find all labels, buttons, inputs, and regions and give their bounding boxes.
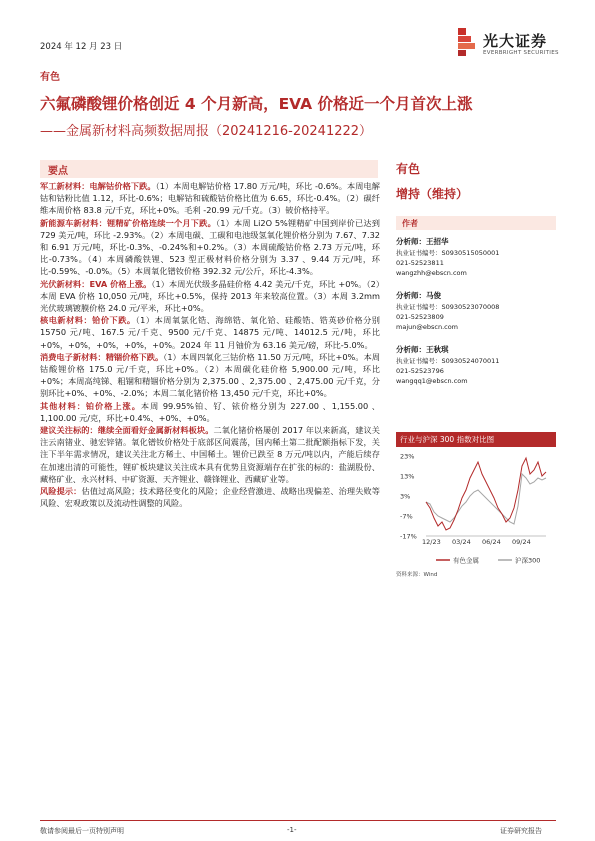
report-title: 六氟磷酸锂价格创近 4 个月新高，EVA 价格近一个月首次上涨 xyxy=(40,95,473,113)
analyst-name: 分析师：王招华 xyxy=(396,237,449,246)
logo-text: 光大证券 xyxy=(483,32,548,50)
paragraph-head: 核电新材料：铪价下跌。 xyxy=(40,315,136,326)
analyst-phone: 021-52523796 xyxy=(396,367,444,375)
sector-tag: 有色 xyxy=(40,72,60,83)
analyst-card xyxy=(396,344,556,386)
x-tick-label: 03/24 xyxy=(452,538,471,546)
paragraph-text: 估值过高风险；技术路径变化的风险；企业经营激进、战略出现偏差、治理失败等风险、宏观政策以及流动性调整的风险。 xyxy=(40,486,380,509)
paragraph-text: （1）本周 Li2O 5%锂精矿中国到岸价已达到 729 美元/吨，环比 -2.93%。（2）本周电碳、工碳和电池级氢氧化锂价格分别为 7.67、7.32 和 6.91 万元/吨，环比-0.3%、-0.24%和+0.2%。（3）本周硫酸钴价格 2.73 万元/吨，环比-0.73%。（4）本周磷酸铁锂、523 型正极材料价格分别为 3.37 、9.44 万元/吨，环比-0.59%、-0.0%。（5）本周氧化镨钕价格 392.32 元/公斤，环比-4.3%。 xyxy=(40,217,380,277)
report-subtitle: ——金属新材料高频数据周报（20241216-20241222） xyxy=(40,124,373,139)
analyst-phone: 021-52523809 xyxy=(396,313,444,321)
paragraph xyxy=(40,351,380,400)
x-tick-label: 09/24 xyxy=(512,538,531,546)
y-tick-label: 23% xyxy=(400,452,415,461)
paragraph-head: 消费电子新材料：精锢价格下跌。 xyxy=(40,351,164,362)
paragraph xyxy=(40,217,380,278)
paragraph-head: 光伏新材料：EVA 价格上涨。 xyxy=(40,278,152,289)
paragraph-text: （1）本周四氧化三钴价格 11.50 万元/吨，环比+0%。本周钴酸锂价格 175.0 元/千克，环比+0%。（2）本周碳化硅价格 5,900.00 元/吨，环比 +0%；本周高纯锑、粗锢和精锢价格分别为 2,375.00 、2,375.00 、2,475.00 元/千克，分别环比+0%、+0%、-2.0%；本周二氧化锗价格 13,450 元/千克，环比+0%。 xyxy=(40,351,380,399)
footer-disclaimer: 敬请参阅最后一页特别声明 xyxy=(40,827,124,835)
paragraph xyxy=(40,400,380,424)
authors-label: 作者 xyxy=(402,219,418,228)
chart-title: 行业与沪深 300 指数对比图 xyxy=(400,435,495,444)
paragraph-head: 建议关注标的：继续全面看好金属新材料板块。 xyxy=(40,425,214,436)
paragraph-head: 新能源车新材料：锂精矿价格连续一个月下跌。 xyxy=(40,217,216,228)
y-tick-label: -7% xyxy=(400,512,413,521)
paragraph xyxy=(40,314,380,351)
paragraph-text: （1）本周光伏级多晶硅价格 4.42 美元/千克，环比 +0%。（2）本周 EVA 价格 10,050 元/吨，环比+0.5%，保持 2013 年来较高位置。（3）本周 3.2mm 光伏玻璃镀膜价格 24.0 元/平米，环比+0%。 xyxy=(40,278,381,314)
paragraph xyxy=(40,278,380,315)
index-comparison-chart xyxy=(396,432,556,582)
logo-subtext: EVERBRIGHT SECURITIES xyxy=(483,50,559,56)
rating-value: 增持（维持） xyxy=(396,187,469,201)
page-number: -1- xyxy=(287,826,297,834)
paragraph xyxy=(40,180,380,217)
report-date: 2024 年 12 月 23 日 xyxy=(40,42,123,52)
x-tick-label: 12/23 xyxy=(422,538,441,546)
paragraph-text: （1）本周电解钴价格 17.80 万元/吨，环比 -0.6%。本周电解钴和钴粉比值 1.12，环比-0.6%；电解钴和硫酸钴价格比值为 6.65，环比-0.4%。（2）碳纤维本周价格 83.8 元/千克，环比+0%。毛利 -20.99 元/千克。（3）铍价格持平。 xyxy=(40,181,380,216)
paragraph-text: 本周 99.95%铂、钌、铱价格分别为 227.00 、1,155.00 、1,100.00 元/克，环比+0.4%、+0%、+0%。 xyxy=(40,400,380,423)
rating-sector: 有色 xyxy=(396,162,421,176)
analyst-cert: 执业证书编号：S0930523070008 xyxy=(396,303,500,311)
legend-label: 沪深300 xyxy=(515,556,541,565)
analyst-email: wangqq1@ebscn.com xyxy=(396,377,468,385)
analyst-email: wangzhh@ebscn.com xyxy=(396,269,467,277)
key-points-header xyxy=(40,160,378,178)
y-tick-label: 3% xyxy=(400,492,411,501)
x-tick-label: 06/24 xyxy=(482,538,501,546)
paragraph-head: 军工新材料：电解钴价格下跌。 xyxy=(40,181,156,191)
footer-divider xyxy=(40,820,556,821)
y-tick-label: -17% xyxy=(400,532,417,541)
paragraph-text: （1）本周氧氯化锆、海绵锆、氧化铪、硅酸锆、锆英砂价格分别 15750 元/吨、167.5 元/千克、9500 元/千克、14875 元/吨、14012.5 元/吨，环比+0%，+0%，+0%，+0%，+0%。2024 年 11 月铀价为 63.16 美元/磅，环比-5.0%。 xyxy=(40,315,380,350)
analyst-cert: 执业证书编号：S0930524070011 xyxy=(396,357,500,365)
analyst-name: 分析师：王秋琪 xyxy=(396,345,449,354)
analyst-phone: 021-52523811 xyxy=(396,259,444,267)
chart-plot xyxy=(396,448,556,570)
key-points-label: 要点 xyxy=(48,166,68,177)
paragraph xyxy=(40,485,380,509)
paragraph-text: 二氧化锗价格屡创 2017 年以来新高，建议关注云南锗业、驰宏锌锗。氧化镨钕价格处于底部区间震荡，国内稀土第二批配额指标下发，关注下半年需求情况，建议关注北方稀土、中国稀土。锂价已跌至 8 万元/吨以内，产能后续存在加速出清的可能性，锂矿板块建议关注成本具有优势且资源端存在扩张的标的：盐湖股份、藏格矿业、永兴材料、中矿资源、天齐锂业、赣锋锂业、西藏矿业等。 xyxy=(40,425,380,484)
key-points-body xyxy=(40,180,380,509)
chart-title-bar xyxy=(396,432,556,447)
y-tick-label: 13% xyxy=(400,472,415,481)
sidebar xyxy=(396,160,556,386)
paragraph-head: 其他材料：铂价格上涨。 xyxy=(40,400,141,411)
analyst-card xyxy=(396,290,556,332)
analyst-name: 分析师：马俊 xyxy=(396,291,441,300)
paragraph xyxy=(40,424,380,485)
legend-label: 有色金属 xyxy=(453,556,479,565)
analyst-card xyxy=(396,236,556,278)
chart-source: 资料来源：Wind xyxy=(396,572,438,578)
analyst-email: majun@ebscn.com xyxy=(396,323,459,331)
analyst-cert: 执业证书编号：S0930515050001 xyxy=(396,249,500,257)
footer-report-type: 证券研究报告 xyxy=(500,827,542,835)
paragraph-head: 风险提示： xyxy=(40,486,82,497)
authors-header xyxy=(396,216,556,230)
logo-icon xyxy=(455,26,479,58)
company-logo xyxy=(455,26,565,62)
